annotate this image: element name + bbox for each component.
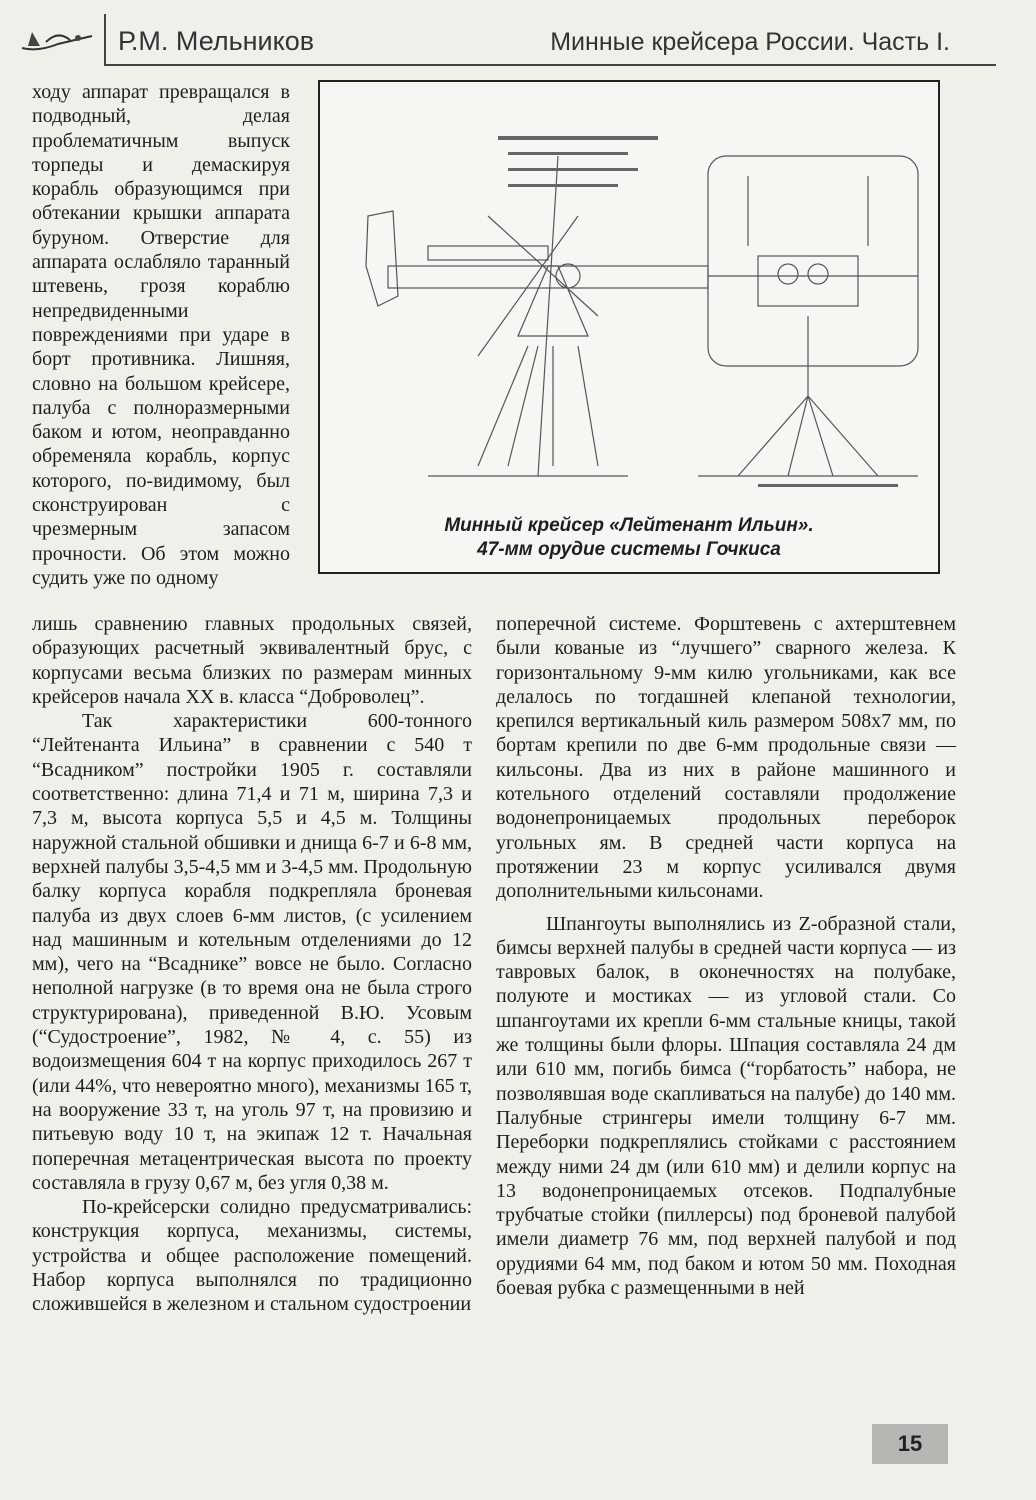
figure-caption-line1: Минный крейсер «Лейтенант Ильин».	[444, 515, 814, 536]
right-column	[496, 612, 956, 1300]
left-column	[32, 612, 472, 1317]
running-header	[0, 0, 1036, 78]
header-divider	[104, 14, 106, 66]
gun-drawing-image	[338, 96, 920, 496]
figure-frame	[318, 80, 940, 574]
header-rule	[104, 64, 996, 66]
ship-logo-icon	[18, 22, 98, 58]
paragraph: Шпангоуты выполнялись из Z-образной стали, бимсы верхней палубы в средней части корпуса — из тавровых балок, в оконечностях на полубаке, полуюте и мостиках — из угловой стали. Со шпангоутами их крепли 6-мм стальные кницы, такой же толщины были флоры. Шпация составляла 24 дм или 610 мм, погибь бимса (“горбатость” набора, не позволявшая воде скапливаться на палубе) до 140 мм. Палубные стрингеры имели толщину 6-7 мм. Переборки подкреплялись стойками с расстоянием между ними 24 дм (или 610 мм) и делили корпус на 13 водонепроницаемых отсеков. Подпалубные трубчатые стойки (пиллерсы) под броневой палубой имели диаметр 76 мм, под верхней палубой и под орудиями 64 мм, под баком и ютом 50 мм. Походная боевая рубка с размещенными в ней	[496, 912, 956, 1300]
page-number: 15	[897, 1431, 923, 1456]
author-name: Р.М. Мельников	[118, 26, 315, 56]
book-title: Минные крейсера России. Часть I.	[550, 28, 950, 56]
paragraph: По-крейсерски солидно предусматривались: конструкция корпуса, механизмы, системы, устройства и общее расположение помещений. Набор корпуса выполнялся по традиционно сложившейся в железном и стальном судостроении	[32, 1196, 472, 1316]
paragraph: лишь сравнению главных продольных связей, образующих расчетный эквивалентный брус, с корпусами весьма близких по размерам минных крейсеров начала XX в. класса “Доброволец”.	[32, 613, 472, 708]
page-number-box	[872, 1424, 948, 1464]
paragraph: поперечной системе. Форштевень с ахтерштевнем были кованые из “лучшего” сварного железа. К горизонтальному 9-мм килю угольниками, как все делалось по тогдашней клепаной технологии, крепился вертикальный киль размером 508х7 мм, по бортам крепили по две 6-мм продольные связи — кильсоны. Два из них в районе машинного и котельного отделений составляли продолжение водонепроницаемых продольных переборок угольных ям. В средней части корпуса на протяжении 23 м корпус усиливался двумя дополнительными кильсонами.	[496, 613, 956, 903]
paragraph: Так характеристики 600-тонного “Лейтенанта Ильина” в сравнении с 540 т “Всадником” постройки 1905 г. составляли соответственно: длина 71,4 и 71 м, ширина 7,3 и 7,3 м, высота корпуса 5,5 и 4,5 м. Толщины наружной стальной обшивки и днища 6-7 и 6-8 мм, верхней палубы 3,5-4,5 мм и 3-4,5 мм. Продольную балку корпуса корабля подкрепляла броневая палуба из двух слоев 6-мм листов, (с усилением над машинным и котельным отделениями до 12 мм), чего на “Всаднике” вовсе не было. Согласно неполной нагрузке (в то время она не была строго структурирована), приведенной В.Ю. Усовым (“Судостроение”, 1982, № 4, с. 55) из водоизмещения 604 т на корпус приходилось 267 т (или 44%, что невероятно много), механизмы 165 т, на вооружение 33 т, на уголь 97 т, на провизию и питьевую воду 10 т, на экипаж 12 т. Начальная поперечная метацентрическая высота по проекту составляла в грузу 0,67 м, без угля 0,38 м.	[32, 710, 472, 1194]
left-column-top	[32, 80, 290, 590]
paragraph: ходу аппарат превращался в подводный, делая проблематичным выпуск торпеды и демаскируя корабль образующимся при обтекании крышки аппарата буруном. Отверстие для аппарата ослабляло таранный штевень, грозя кораблю непредвиденными повреждениями при ударе в борт противника. Лишняя, словно на большом крейсере, палуба с полноразмерными баком и ютом, неоправданно обременяла корабль, корпус которого, по-видимому, был сконструирован с чрезмерным запасом прочности. Об этом можно судить уже по одному	[32, 81, 290, 589]
figure-caption-line2: 47-мм орудие системы Гочкиса	[477, 539, 781, 560]
